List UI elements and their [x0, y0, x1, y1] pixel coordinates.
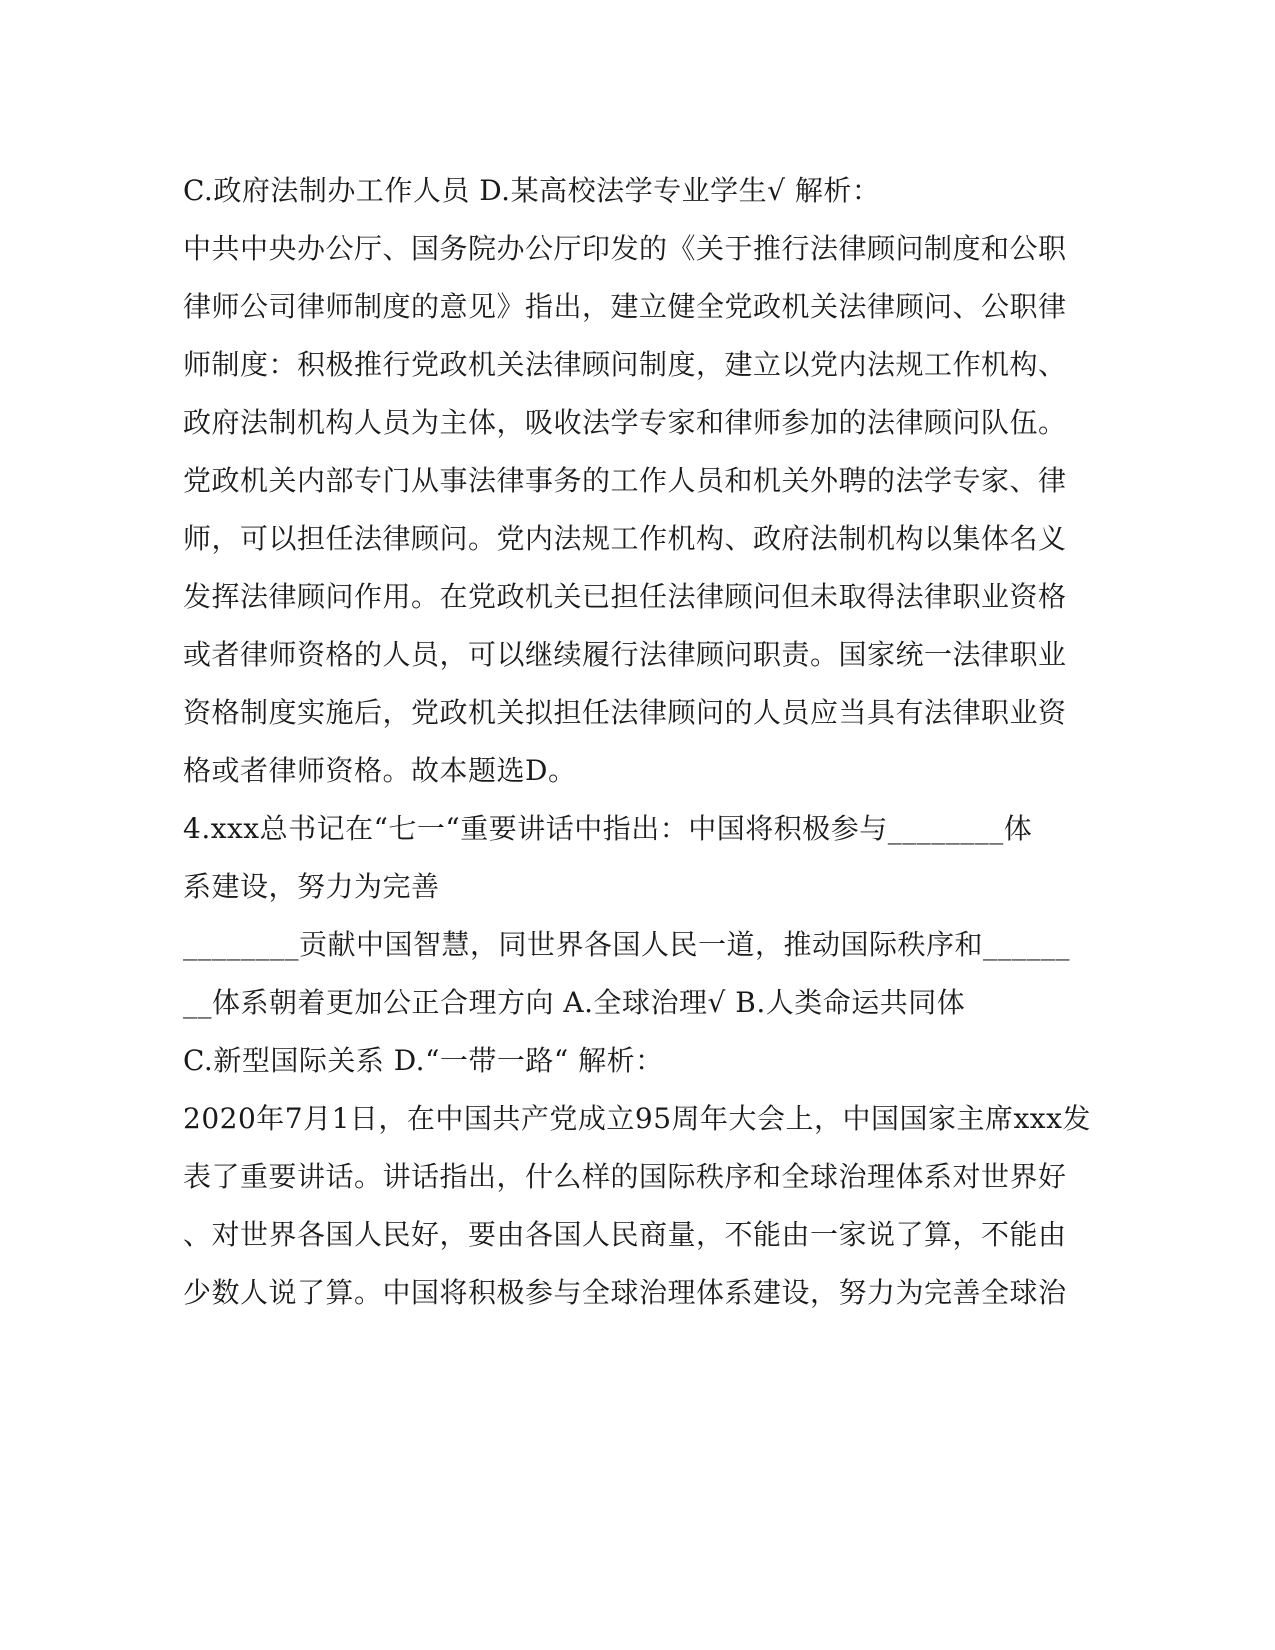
text-line: 政府法制机构人员为主体，吸收法学专家和律师参加的法律顾问队伍。: [183, 406, 1067, 439]
text-line: 2020年7月1日，在中国共产党成立95周年大会上，中国国家主席xxx发: [183, 1102, 1091, 1135]
question-line: 4.xxx总书记在“七一“重要讲话中指出：中国将积极参与________体: [183, 812, 1033, 845]
text-line: C.政府法制办工作人员 D.某高校法学专业学生√ 解析：: [183, 174, 881, 207]
question-line: ________贡献中国智慧，同世界各国人民一道，推动国际秩序和______: [183, 928, 1071, 961]
text-line: 或者律师资格的人员，可以继续履行法律顾问职责。国家统一法律职业: [183, 638, 1067, 671]
text-line: 中共中央办公厅、国务院办公厅印发的《关于推行法律顾问制度和公职: [183, 232, 1067, 265]
question-line: 系建设，努力为完善: [183, 870, 440, 903]
text-line: 少数人说了算。中国将积极参与全球治理体系建设，努力为完善全球治: [183, 1276, 1067, 1309]
text-line: 律师公司律师制度的意见》指出，建立健全党政机关法律顾问、公职律: [183, 290, 1067, 323]
text-line: 师，可以担任法律顾问。党内法规工作机构、政府法制机构以集体名义: [183, 522, 1067, 555]
text-line: 师制度：积极推行党政机关法律顾问制度，建立以党内法规工作机构、: [183, 348, 1067, 381]
question-line: C.新型国际关系 D.“一带一路“ 解析：: [183, 1044, 664, 1077]
text-line: 、对世界各国人民好，要由各国人民商量，不能由一家说了算，不能由: [183, 1218, 1067, 1251]
text-line: 资格制度实施后，党政机关拟担任法律顾问的人员应当具有法律职业资: [183, 696, 1067, 729]
text-line: 党政机关内部专门从事法律事务的工作人员和机关外聘的法学专家、律: [183, 464, 1067, 497]
text-line: 格或者律师资格。故本题选D。: [183, 754, 577, 787]
question-line: __体系朝着更加公正合理方向 A.全球治理√ B.人类命运共同体: [183, 986, 966, 1019]
document-body: [183, 162, 1093, 1322]
text-line: 发挥法律顾问作用。在党政机关已担任法律顾问但未取得法律职业资格: [183, 580, 1067, 613]
text-line: 表了重要讲话。讲话指出，什么样的国际秩序和全球治理体系对世界好: [183, 1160, 1067, 1193]
